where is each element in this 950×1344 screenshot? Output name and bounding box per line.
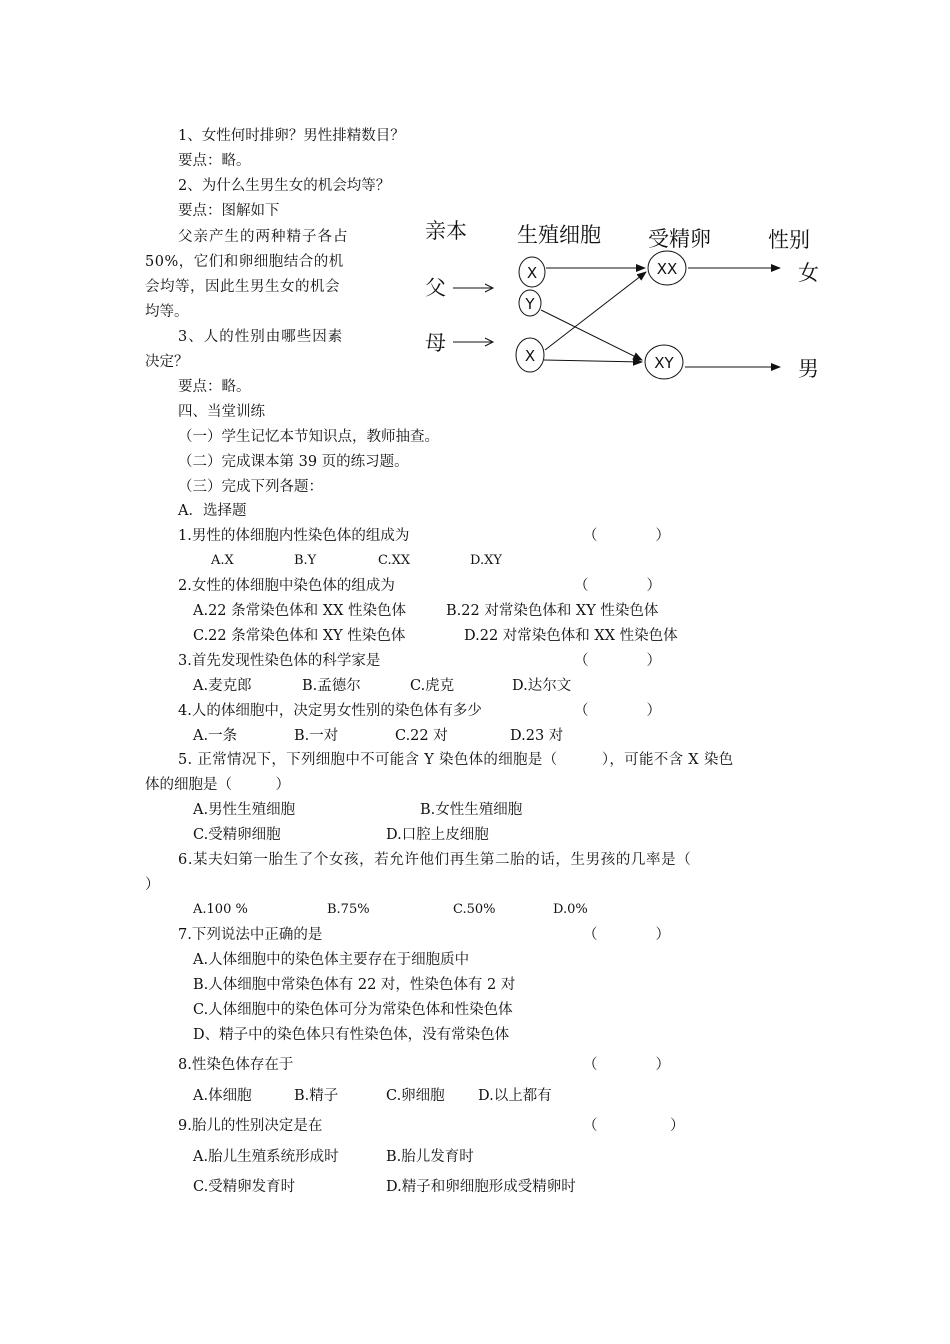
zygote-xy-label: XY bbox=[654, 354, 674, 372]
sperm-x-label: X bbox=[526, 264, 538, 282]
answer-2: 要点：图解如下 bbox=[178, 203, 280, 219]
q3-option-c: C.虎克 bbox=[410, 678, 455, 694]
question-3-cont: 决定？ bbox=[145, 354, 189, 370]
q1-option-a: A.X bbox=[211, 553, 234, 568]
header-parent: 亲本 bbox=[425, 219, 467, 243]
q8-option-b: B.精子 bbox=[294, 1088, 339, 1104]
father-label: 父 bbox=[425, 276, 446, 300]
q6-option-a: A.100 % bbox=[193, 902, 248, 917]
q5-option-d: D.口腔上皮细胞 bbox=[386, 827, 489, 843]
q7-option-a: A.人体细胞中的染色体主要存在于细胞质中 bbox=[193, 952, 470, 968]
q2-option-d: D.22 对常染色体和 XX 性染色体 bbox=[464, 628, 678, 644]
header-sex: 性别 bbox=[768, 228, 810, 252]
q6-stem: 6.某夫妇第一胎生了个女孩，若允许他们再生第二胎的话，生男孩的几率是（ bbox=[178, 852, 692, 868]
explanation-line-2: 50%，它们和卵细胞结合的机 bbox=[145, 254, 344, 270]
question-2: 2、为什么生男生女的机会均等？ bbox=[178, 178, 391, 194]
egg-x-label: X bbox=[524, 347, 536, 365]
q8-option-a: A.体细胞 bbox=[193, 1088, 252, 1104]
q5-option-a: A.男性生殖细胞 bbox=[193, 802, 296, 818]
arrow-egg-to-xx bbox=[545, 272, 646, 350]
q9-stem: 9.胎儿的性别决定是在 bbox=[178, 1118, 323, 1134]
q6-option-d: D.0% bbox=[553, 902, 588, 917]
zygote-xx-label: XX bbox=[656, 260, 678, 278]
q8-option-d: D.以上都有 bbox=[478, 1088, 552, 1104]
q1-option-b: B.Y bbox=[294, 553, 317, 568]
sperm-y-label: Y bbox=[525, 295, 535, 313]
q5-option-b: B.女性生殖细胞 bbox=[420, 802, 523, 818]
q2-option-c: C.22 条常染色体和 XY 性染色体 bbox=[193, 628, 406, 644]
q5-option-c: C.受精卵细胞 bbox=[193, 827, 281, 843]
instruction-1: （一）学生记忆本节知识点，教师抽查。 bbox=[178, 429, 439, 445]
q9-option-d: D.精子和卵细胞形成受精卵时 bbox=[386, 1179, 576, 1195]
q7-stem: 7.下列说法中正确的是 bbox=[178, 927, 323, 943]
q4-answer-blank: （ ） bbox=[574, 703, 661, 719]
q9-answer-blank: （ ） bbox=[583, 1118, 685, 1134]
instruction-2: （二）完成课本第 39 页的练习题。 bbox=[178, 454, 409, 470]
q9-option-c: C.受精卵发育时 bbox=[193, 1179, 296, 1195]
arrow-egg-to-xy bbox=[544, 360, 642, 362]
q1-answer-blank: （ ） bbox=[583, 528, 670, 544]
q8-option-c: C.卵细胞 bbox=[386, 1088, 445, 1104]
female-label: 女 bbox=[798, 261, 819, 285]
q4-option-d: D.23 对 bbox=[510, 728, 564, 744]
q5-stem: 5. 正常情况下，下列细胞中不可能含 Y 染色体的细胞是（ ），可能不含 X 染色 bbox=[178, 752, 734, 768]
answer-3: 要点：略。 bbox=[178, 379, 251, 395]
q1-stem: 1.男性的体细胞内性染色体的组成为 bbox=[178, 528, 410, 544]
q2-stem: 2.女性的体细胞中染色体的组成为 bbox=[178, 578, 395, 594]
male-label: 男 bbox=[798, 357, 819, 381]
question-1: 1、女性何时排卵？男性排精数目？ bbox=[178, 128, 405, 144]
q6-option-c: C.50% bbox=[453, 902, 496, 917]
q8-answer-blank: （ ） bbox=[583, 1057, 670, 1073]
section-a-title: A．选择题 bbox=[178, 503, 247, 519]
explanation-line-1: 父亲产生的两种精子各占 bbox=[178, 229, 349, 245]
q4-option-a: A.一条 bbox=[193, 728, 238, 744]
q2-option-b: B.22 对常染色体和 XY 性染色体 bbox=[446, 603, 659, 619]
q3-option-a: A.麦克郎 bbox=[193, 678, 252, 694]
q6-option-b: B.75% bbox=[327, 902, 370, 917]
q8-stem: 8.性染色体存在于 bbox=[178, 1057, 294, 1073]
q1-option-d: D.XY bbox=[470, 553, 502, 568]
q7-option-d: D、精子中的染色体只有性染色体，没有常染色体 bbox=[193, 1027, 510, 1043]
arrow-y-to-xy bbox=[541, 310, 642, 360]
q2-answer-blank: （ ） bbox=[574, 578, 661, 594]
answer-1: 要点：略。 bbox=[178, 153, 251, 169]
explanation-line-3: 会均等，因此生男生女的机会 bbox=[145, 279, 340, 295]
q4-option-b: B.一对 bbox=[294, 728, 339, 744]
q3-option-d: D.达尔文 bbox=[512, 678, 572, 694]
q4-option-c: C.22 对 bbox=[395, 728, 448, 744]
section-title: 四、当堂训练 bbox=[178, 404, 265, 420]
header-germ-cell: 生殖细胞 bbox=[517, 223, 601, 247]
q5-stem-cont: 体的细胞是（ ） bbox=[145, 777, 290, 793]
q7-option-c: C.人体细胞中的染色体可分为常染色体和性染色体 bbox=[193, 1002, 513, 1018]
q4-stem: 4.人的体细胞中，决定男女性别的染色体有多少 bbox=[178, 703, 482, 719]
q7-option-b: B.人体细胞中常染色体有 22 对，性染色体有 2 对 bbox=[193, 977, 516, 993]
q3-stem: 3.首先发现性染色体的科学家是 bbox=[178, 653, 381, 669]
q2-option-a: A.22 条常染色体和 XX 性染色体 bbox=[193, 603, 407, 619]
question-3: 3、人的性别由哪些因素 bbox=[178, 329, 344, 345]
q1-option-c: C.XX bbox=[378, 553, 411, 568]
header-zygote: 受精卵 bbox=[648, 227, 711, 251]
q6-stem-cont: ） bbox=[145, 877, 160, 893]
q3-answer-blank: （ ） bbox=[574, 653, 661, 669]
sex-determination-diagram bbox=[420, 210, 840, 400]
q9-option-a: A.胎儿生殖系统形成时 bbox=[193, 1149, 339, 1165]
q9-option-b: B.胎儿发育时 bbox=[386, 1149, 474, 1165]
q3-option-b: B.孟德尔 bbox=[302, 678, 361, 694]
explanation-line-4: 均等。 bbox=[145, 304, 189, 320]
instruction-3: （三）完成下列各题： bbox=[178, 479, 323, 495]
mother-label: 母 bbox=[425, 331, 446, 355]
q7-answer-blank: （ ） bbox=[583, 927, 670, 943]
